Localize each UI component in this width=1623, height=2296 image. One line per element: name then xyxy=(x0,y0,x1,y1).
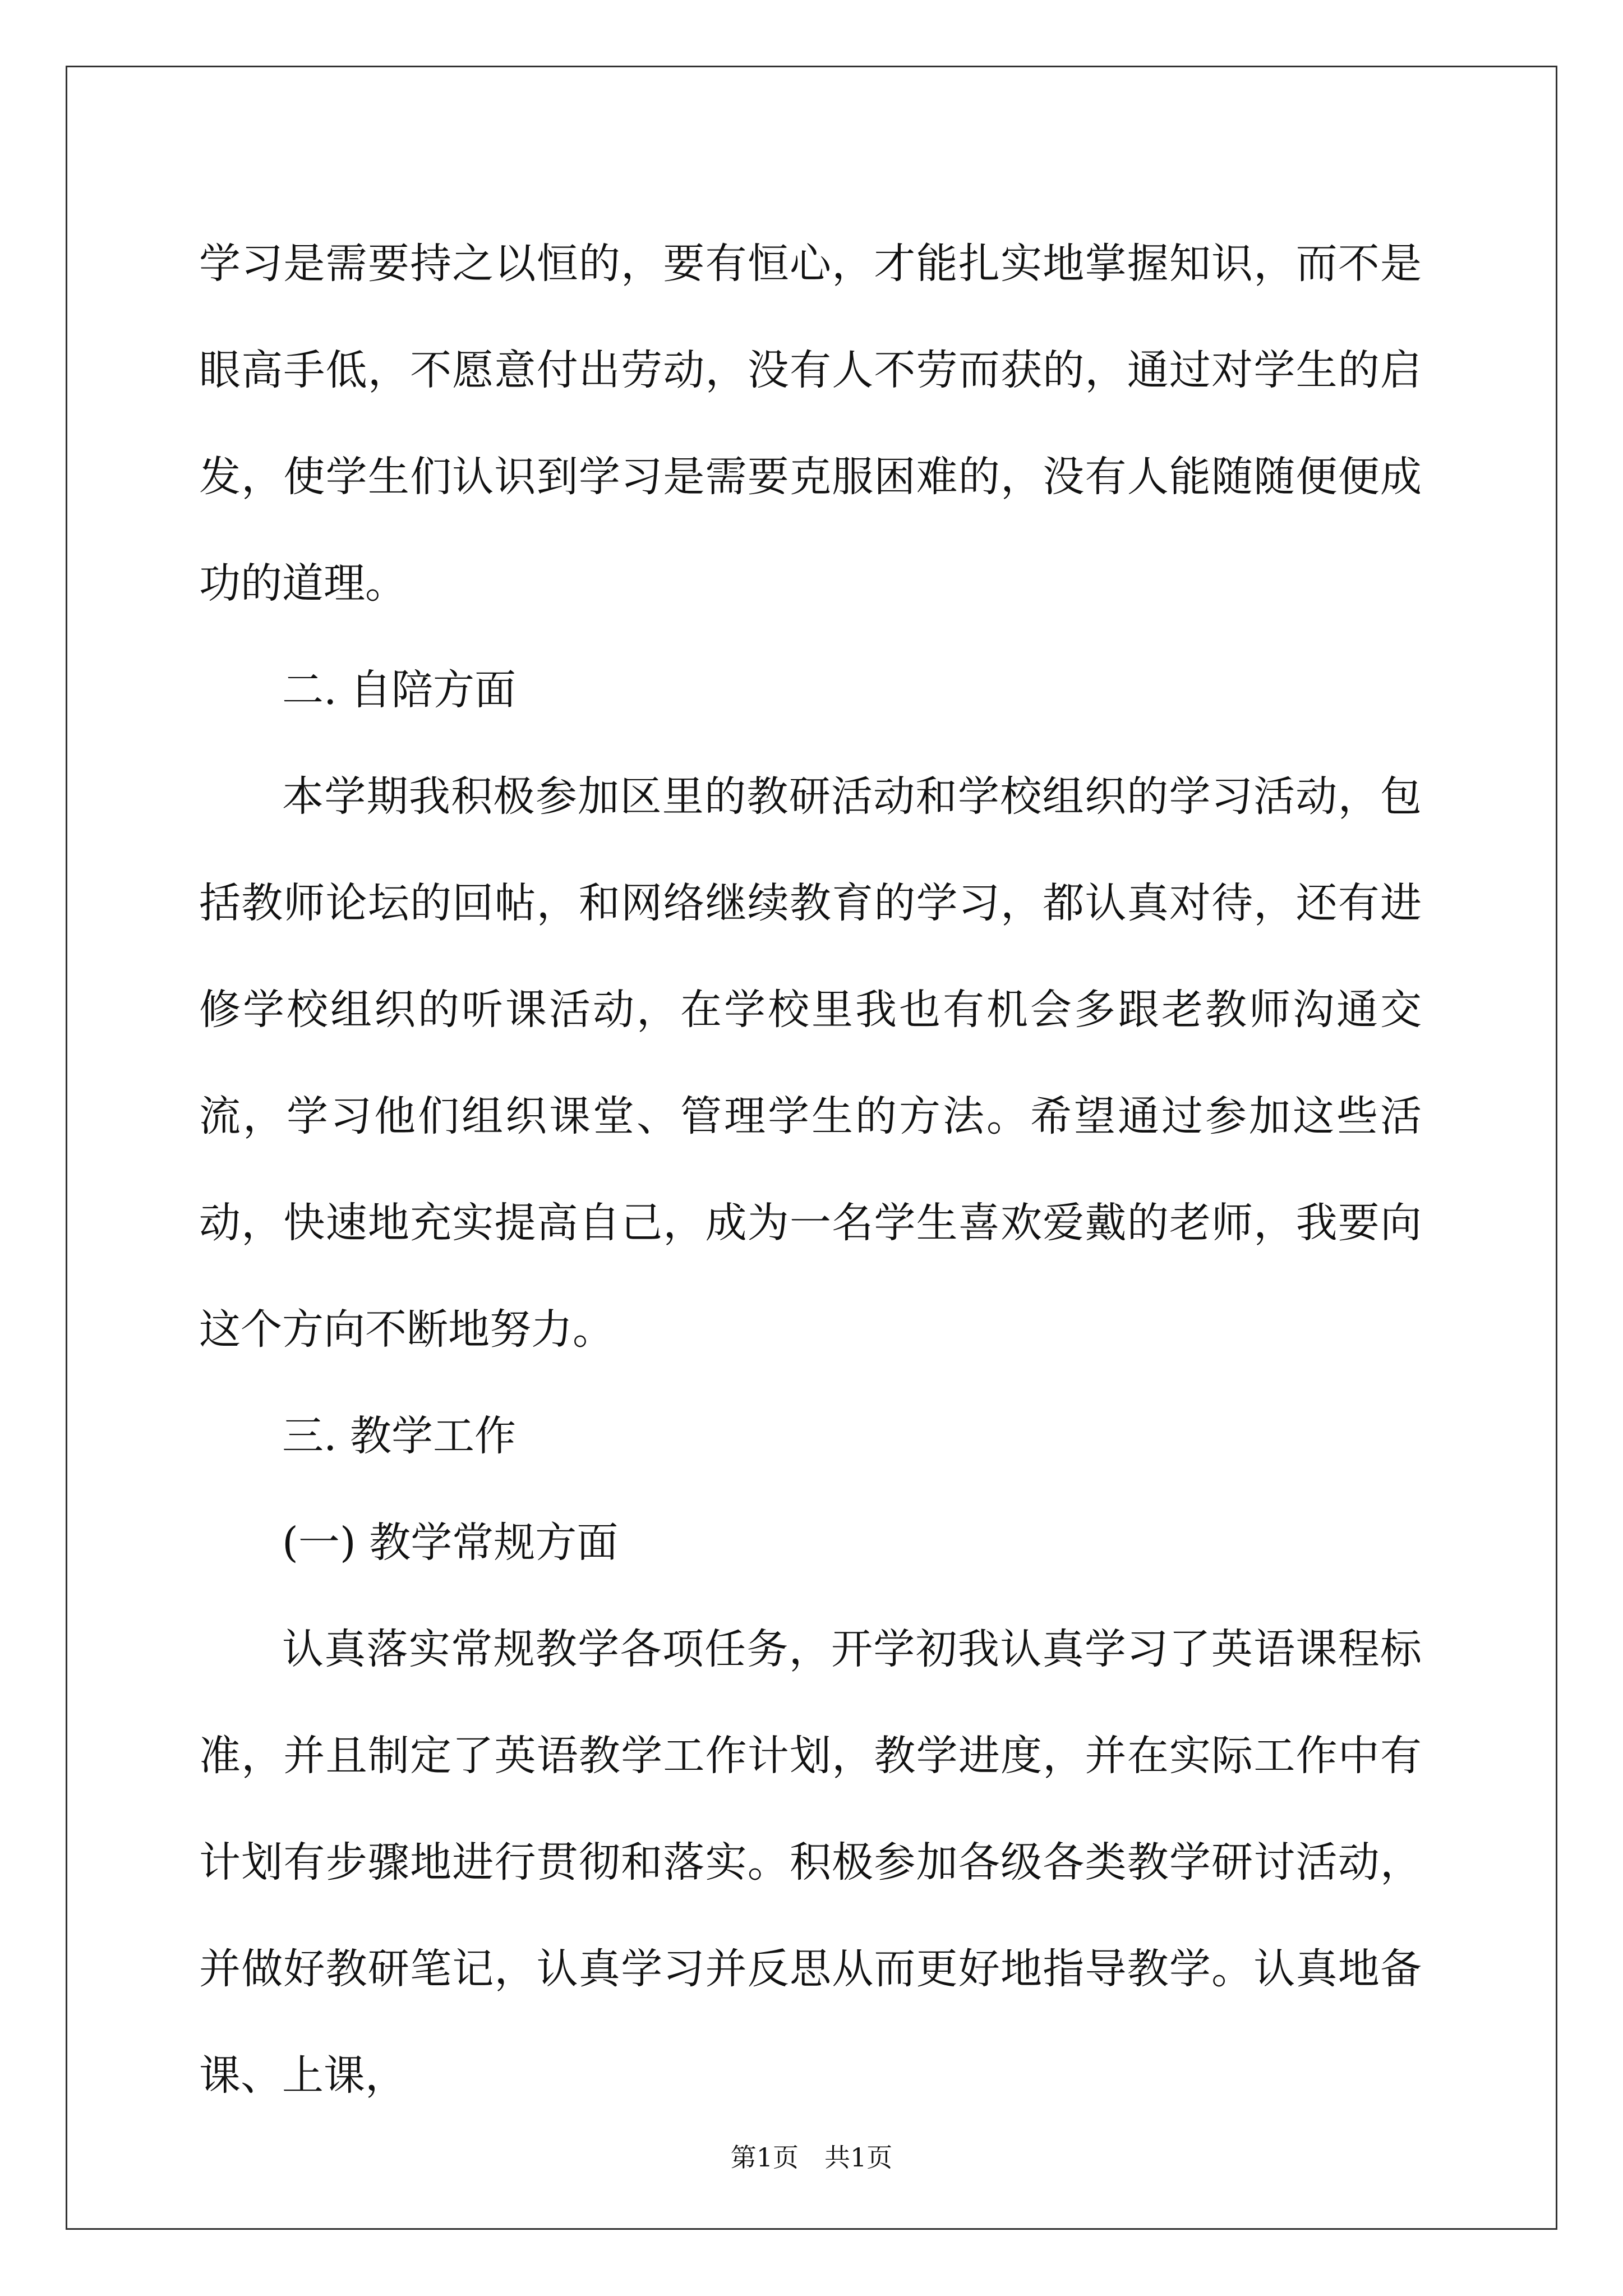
subsection-heading-1: (一) 教学常规方面 xyxy=(282,1519,619,1567)
paragraph-6: 认真落实常规教学各项任务，开学初我认真学习了英语课程标准，并且制定了英语教学工作计划，教学进度，并在实际工作中有计划有步骤地进行贯彻和落实。积极参加各级各类教学研讨活动，并做好教研笔记，认真学习并反思从而更好地指导教学。认真地备课、上课， xyxy=(199,1625,1422,2100)
paragraph-3: 本学期我积极参加区里的教研活动和学校组织的学习活动，包括教师论坛的回帖，和网络继续教育的学习，都认真对待，还有进修学校组织的听课活动，在学校里我也有机会多跟老教师沟通交流，学习他们组织课堂、管理学生的方法。希望通过参加这些活动，快速地充实提高自己，成为一名学生喜欢爱戴的老师，我要向这个方向不断地努力。 xyxy=(199,772,1422,1354)
document-body xyxy=(199,210,1422,2129)
section-heading-3: 三. 教学工作 xyxy=(282,1412,517,1460)
paragraph-1: 学习是需要持之以恒的，要有恒心，才能扎实地掌握知识，而不是眼高手低，不愿意付出劳动，没有人不劳而获的，通过对学生的启发，使学生们认识到学习是需要克服困难的，没有人能随随便便成功的道理。 xyxy=(199,240,1422,608)
section-heading-2: 二. 自陪方面 xyxy=(282,666,517,714)
page-footer: 第1页 共1页 xyxy=(730,2142,893,2173)
